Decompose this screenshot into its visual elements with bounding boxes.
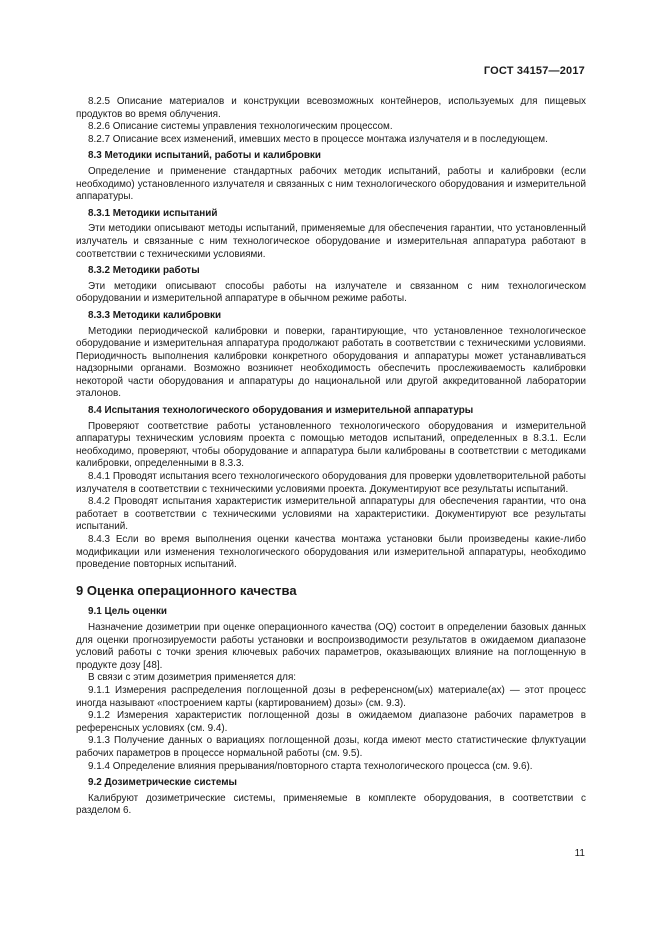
paragraph-8-3-2: Эти методики описывают способы работы на излучателе и связанном с ним технологическом оборудовании и измерительной аппаратуре в обычном режиме работы. — [76, 280, 586, 305]
section-heading-8-3-1: 8.3.1 Методики испытаний — [88, 207, 218, 219]
section-heading-8-3: 8.3 Методики испытаний, работы и калибровки — [88, 150, 321, 162]
paragraph-9-1-4: 9.1.4 Определение влияния прерывания/повторного старта технологического процесса (см. 9.6). — [88, 760, 533, 772]
paragraph-8-4-intro: Проверяют соответствие работы установленного технологического оборудования и измерительной аппаратуры техническим условиям проекта с помощью методов испытаний, определенных в 8.3.1. Если необходимо, проверяют, чтобы оборудование и аппаратура были калиброваны в соответствии с методиками калибровки, определенными в 8.3.3. — [76, 420, 586, 470]
section-heading-8-3-2: 8.3.2 Методики работы — [88, 265, 200, 277]
section-heading-8-3-3: 8.3.3 Методики калибровки — [88, 309, 222, 321]
paragraph-9-2: Калибруют дозиметрические системы, применяемые в комплекте оборудования, в соответствии с разделом 6. — [76, 792, 586, 817]
chapter-heading-9: 9 Оценка операционного качества — [76, 582, 297, 598]
paragraph-9-1-lead: В связи с этим дозиметрия применяется для: — [88, 672, 297, 684]
paragraph-8-3-3: Методики периодической калибровки и поверки, гарантирующие, что установленное технологическое оборудование и измерительная аппаратура продолжают работать в соответствии с техническими условиями. Периодичность выполнения калибровки конкретного оборудования и аппаратуры может устанавливаться надзорными органами. Возможно возникнет необходимость обеспечить прослеживаемость калибровки некоторой части оборудования и аппаратуры до национальной или другой аккредитованной лаборатории эталонов. — [76, 325, 586, 400]
paragraph-8-4-1: 8.4.1 Проводят испытания всего технологического оборудования для проверки удовлетворительной работы излучателя в соответствии с техническими условиями проекта. Документируют все результаты испытаний. — [76, 471, 586, 495]
paragraph-9-1-2: 9.1.2 Измерения характеристик поглощенной дозы в ожидаемом диапазоне рабочих параметров в референсных условиях (см. 9.4). — [76, 710, 586, 734]
paragraph-8-3-1: Эти методики описывают методы испытаний, применяемые для обеспечения гарантии, что установленный излучатель и связанные с ним технологическое оборудование и измерительная аппаратура работают в соответствии с техническими условиями. — [76, 223, 586, 260]
document-body — [76, 96, 586, 818]
section-heading-9-1: 9.1 Цель оценки — [88, 606, 167, 618]
section-heading-8-4: 8.4 Испытания технологического оборудования и измерительной аппаратуры — [88, 405, 474, 417]
page-number: 11 — [574, 848, 585, 859]
paragraph-9-1-3: 9.1.3 Получение данных о вариациях поглощенной дозы, когда имеют место статистические флуктуации рабочих параметров в процессе нормальной работы (см. 9.5). — [76, 735, 586, 759]
paragraph-8-4-2: 8.4.2 Проводят испытания характеристик измерительной аппаратуры для обеспечения гарантии, что она работает в соответствии с техническими условиями на характеристики. Документируют все результаты испытаний. — [76, 496, 586, 533]
paragraph-9-1-intro: Назначение дозиметрии при оценке операционного качества (OQ) состоит в определении базовых данных для оценки прогнозируемости работы установки и воспроизводимости результатов в ожидаемом диапазоне условий работы с точки зрения ключевых рабочих параметров, оказывающих влияние на поглощенную в продукте дозу [48]. — [76, 621, 586, 671]
paragraph-8-2-7: 8.2.7 Описание всех изменений, имевших место в процессе монтажа излучателя и в последующем. — [88, 133, 548, 145]
section-heading-9-2: 9.2 Дозиметрические системы — [88, 777, 237, 789]
paragraph-8-3-intro: Определение и применение стандартных рабочих методик испытаний, работы и калибровки (если необходимо) установленного излучателя и связанных с ним технологического оборудования и измерительной аппаратуры. — [76, 165, 586, 203]
paragraph-9-1-1: 9.1.1 Измерения распределения поглощенной дозы в референсном(ых) материале(ах) — этот процесс иногда называют «построением карты (картированием) дозы» (см. 9.3). — [76, 684, 586, 709]
document-code-header: ГОСТ 34157—2017 — [483, 65, 585, 77]
paragraph-8-2-5: 8.2.5 Описание материалов и конструкции всевозможных контейнеров, используемых для пищевых продуктов во время облучения. — [76, 96, 586, 120]
paragraph-8-2-6: 8.2.6 Описание системы управления технологическим процессом. — [88, 121, 393, 133]
paragraph-8-4-3: 8.4.3 Если во время выполнения оценки качества монтажа установки были произведены какие-либо модификации или изменения технологического оборудования или измерительной аппаратуры, необходимо проведение повторных испытаний. — [76, 534, 586, 571]
